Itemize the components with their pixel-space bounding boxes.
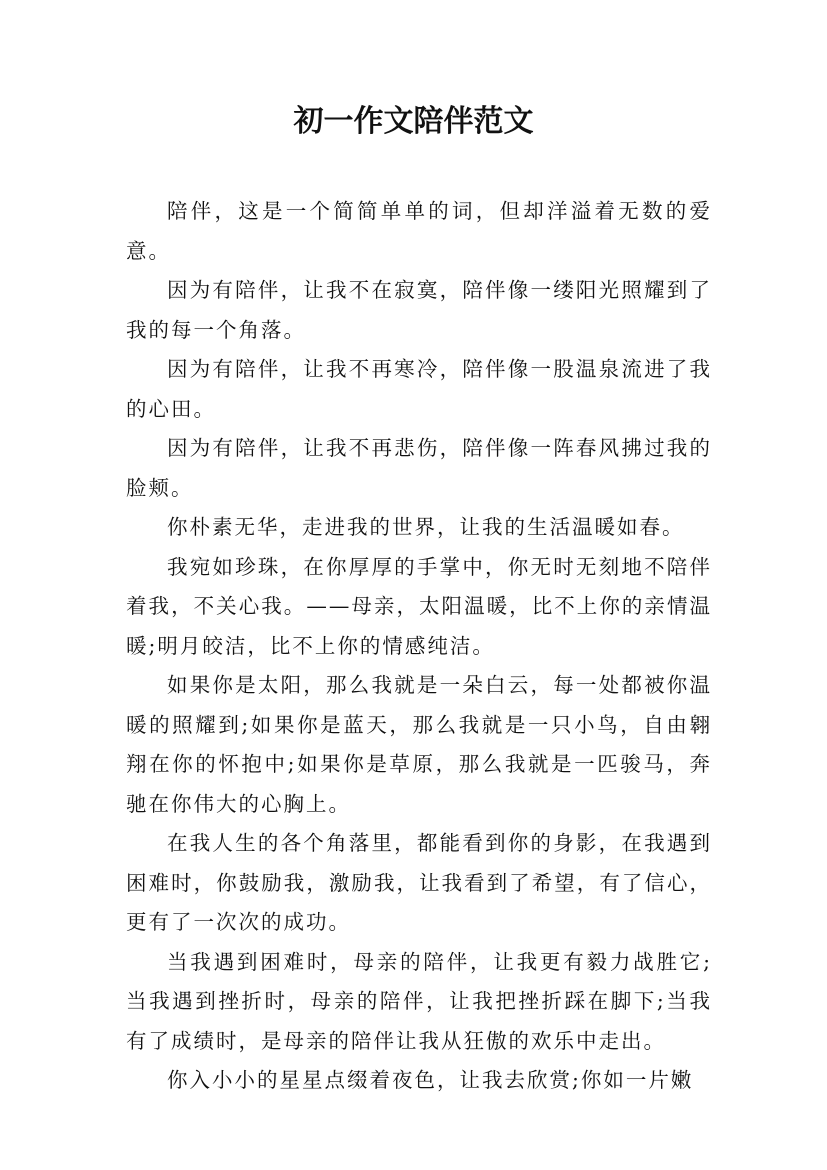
- paragraph-7: 如果你是太阳，那么我就是一朵白云，每一处都被你温暖的照耀到;如果你是蓝天，那么我就是一只小鸟，自由翱翔在你的怀抱中;如果你是草原，那么我就是一匹骏马，奔驰在你伟大的心胸上。: [126, 673, 712, 816]
- document-body: [126, 192, 712, 1101]
- paragraph-3: 因为有陪伴，让我不再寒冷，陪伴像一股温泉流进了我的心田。: [126, 357, 712, 421]
- paragraph-6: 我宛如珍珠，在你厚厚的手掌中，你无时无刻地不陪伴着我，不关心我。——母亲，太阳温暖，比不上你的亲情温暖;明月皎洁，比不上你的情感纯洁。: [126, 554, 712, 658]
- paragraph-9: 当我遇到困难时，母亲的陪伴，让我更有毅力战胜它;当我遇到挫折时，母亲的陪伴，让我把挫折踩在脚下;当我有了成绩时，是母亲的陪伴让我从狂傲的欢乐中走出。: [126, 949, 712, 1053]
- paragraph-2: 因为有陪伴，让我不在寂寞，陪伴像一缕阳光照耀到了我的每一个角落。: [126, 278, 712, 342]
- paragraph-8: 在我人生的各个角落里，都能看到你的身影，在我遇到困难时，你鼓励我，激励我，让我看到了希望，有了信心，更有了一次次的成功。: [126, 831, 712, 934]
- paragraph-5: 你朴素无华，走进我的世界，让我的生活温暖如春。: [167, 515, 685, 539]
- paragraph-1: 陪伴，这是一个简简单单的词，但却洋溢着无数的爱意。: [126, 199, 712, 263]
- paragraph-10: 你入小小的星星点缀着夜色，让我去欣赏;你如一片嫩: [167, 1068, 694, 1092]
- paragraph-4: 因为有陪伴，让我不再悲伤，陪伴像一阵春风拂过我的脸颊。: [126, 436, 712, 500]
- document-title: 初一作文陪伴范文: [293, 104, 534, 139]
